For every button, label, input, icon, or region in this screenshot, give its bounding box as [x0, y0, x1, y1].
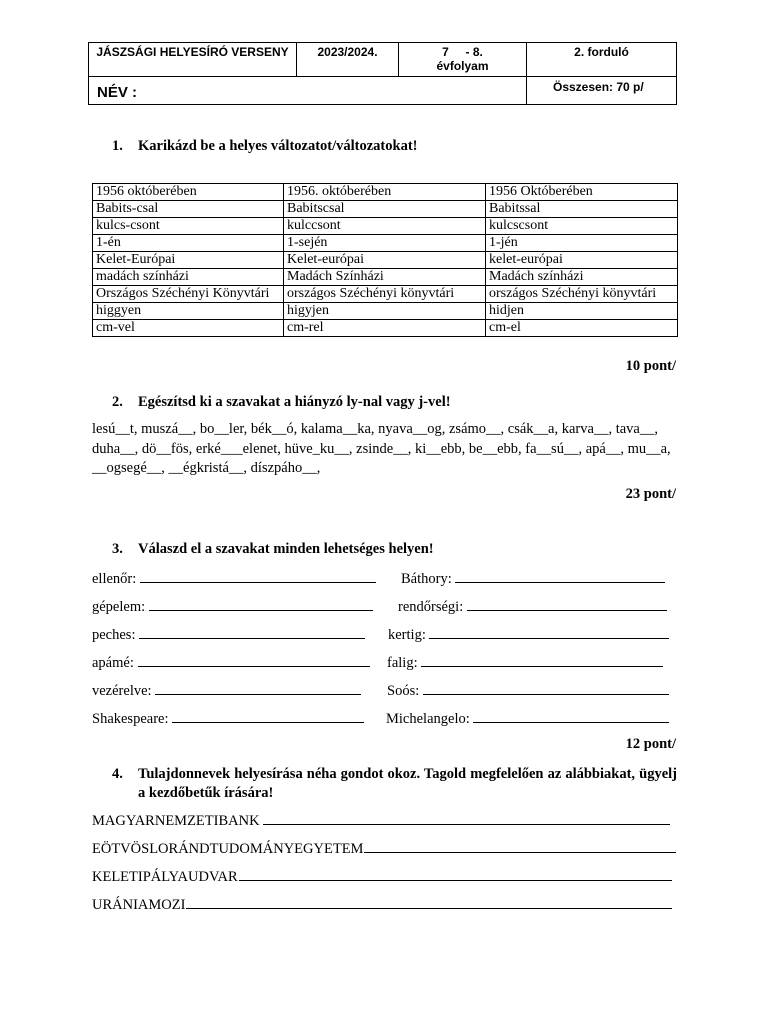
word-label [398, 597, 667, 616]
answer-blank[interactable] [140, 569, 376, 583]
task1-number: 1. [112, 138, 123, 154]
task2-points: 23 pont/ [625, 486, 676, 502]
proper-noun: MAGYARNEMZETIBANK [92, 813, 260, 829]
proper-noun: EÖTVÖSLORÁNDTUDOMÁNYEGYETEM [92, 841, 364, 857]
word-text: Báthory: [401, 571, 452, 587]
answer-blank[interactable] [467, 597, 667, 611]
total-points: Összesen: 70 p/ [527, 77, 677, 105]
answer-blank[interactable] [155, 681, 361, 695]
word-option[interactable]: higyjen [284, 303, 486, 320]
word-option[interactable]: kelet-európai [486, 252, 678, 269]
task2-number: 2. [112, 394, 123, 410]
answer-blank[interactable] [421, 653, 663, 667]
answer-blank[interactable] [455, 569, 665, 583]
answer-blank[interactable] [429, 625, 669, 639]
word-choice-row [93, 286, 678, 303]
segmentation-row [92, 839, 676, 858]
contest-title: JÁSZSÁGI HELYESÍRÓ VERSENY [89, 43, 297, 77]
word-label [401, 569, 665, 588]
task2-title [112, 394, 451, 411]
name-field[interactable]: NÉV : [89, 77, 527, 105]
task4-title [112, 765, 677, 803]
word-label [92, 709, 364, 728]
grade-line-1: 7 - 8. [442, 45, 483, 59]
word-text: kertig: [388, 627, 426, 643]
word-choice-row [93, 184, 678, 201]
task1-title [112, 138, 418, 155]
word-text: apámé: [92, 655, 134, 671]
segmentation-row [92, 867, 672, 886]
word-option[interactable]: Kelet-Európai [93, 252, 284, 269]
word-option[interactable]: Babitssal [486, 201, 678, 218]
word-text: peches: [92, 627, 136, 643]
word-choice-row [93, 303, 678, 320]
round: 2. forduló [527, 43, 677, 77]
segmentation-row [92, 895, 672, 914]
word-option[interactable]: Kelet-európai [284, 252, 486, 269]
proper-noun: KELETIPÁLYAUDVAR [92, 869, 238, 885]
word-text: Michelangelo: [386, 711, 470, 727]
task4-number: 4. [112, 766, 123, 782]
word-label [92, 681, 361, 700]
word-label [92, 569, 376, 588]
segmentation-row [92, 811, 672, 830]
task3-number: 3. [112, 541, 123, 557]
word-label [387, 653, 663, 672]
task1-points: 10 pont/ [625, 358, 676, 374]
word-label [92, 653, 370, 672]
word-option[interactable]: országos Széchényi könyvtári [284, 286, 486, 303]
answer-blank[interactable] [473, 709, 669, 723]
word-option[interactable]: cm-vel [93, 320, 284, 337]
word-choice-row [93, 218, 678, 235]
word-text: Shakespeare: [92, 711, 169, 727]
word-text: rendőrségi: [398, 599, 464, 615]
word-text: gépelem: [92, 599, 146, 615]
word-option[interactable]: kulcscsont [486, 218, 678, 235]
task3-text: Válaszd el a szavakat minden lehetséges helyen! [138, 541, 434, 557]
task3-points: 12 pont/ [625, 736, 676, 752]
school-year: 2023/2024. [297, 43, 399, 77]
answer-blank[interactable] [149, 597, 373, 611]
word-option[interactable]: hidjen [486, 303, 678, 320]
answer-blank[interactable] [423, 681, 669, 695]
word-choice-table [92, 183, 678, 337]
grade [399, 43, 527, 77]
answer-blank[interactable] [239, 867, 672, 881]
answer-blank[interactable] [138, 653, 370, 667]
grade-line-2: évfolyam [436, 59, 489, 73]
word-option[interactable]: 1-sején [284, 235, 486, 252]
word-choice-row [93, 252, 678, 269]
word-option[interactable]: 1956 októberében [93, 184, 284, 201]
word-option[interactable]: cm-rel [284, 320, 486, 337]
proper-noun: URÁNIAMOZI [92, 897, 186, 913]
task4-text: Tulajdonnevek helyesírása néha gondot okoz. Tagold megfelelően az alábbiakat, ügyelj a kezdőbetűk írására! [138, 766, 677, 801]
word-option[interactable]: cm-el [486, 320, 678, 337]
word-option[interactable]: 1-én [93, 235, 284, 252]
word-option[interactable]: 1-jén [486, 235, 678, 252]
word-label [387, 681, 669, 700]
word-text: vezérelve: [92, 683, 152, 699]
word-choice-row [93, 269, 678, 286]
word-choice-row [93, 235, 678, 252]
word-label [92, 625, 365, 644]
answer-blank[interactable] [263, 811, 670, 825]
word-option[interactable]: madách színházi [93, 269, 284, 286]
task2-text: Egészítsd ki a szavakat a hiányzó ly-nal vagy j-vel! [138, 394, 451, 410]
answer-blank[interactable] [186, 895, 672, 909]
word-option[interactable]: kulcs-csont [93, 218, 284, 235]
task3-title [112, 541, 434, 558]
word-option[interactable]: higgyen [93, 303, 284, 320]
answer-blank[interactable] [139, 625, 365, 639]
word-text: ellenőr: [92, 571, 137, 587]
answer-blank[interactable] [172, 709, 364, 723]
word-option[interactable]: Madách színházi [486, 269, 678, 286]
word-option[interactable]: Országos Széchényi Könyvtári [93, 286, 284, 303]
answer-blank[interactable] [364, 839, 676, 853]
word-option[interactable]: Babits-csal [93, 201, 284, 218]
word-option[interactable]: kulccsont [284, 218, 486, 235]
word-option[interactable]: 1956. októberében [284, 184, 486, 201]
word-option[interactable]: 1956 Októberében [486, 184, 678, 201]
word-option[interactable]: Madách Színházi [284, 269, 486, 286]
word-choice-row [93, 201, 678, 218]
word-choice-row [93, 320, 678, 337]
word-option[interactable]: Babitscsal [284, 201, 486, 218]
word-label [388, 625, 669, 644]
header-table [88, 42, 677, 105]
task1-text: Karikázd be a helyes változatot/változatokat! [138, 138, 418, 154]
word-text: Soós: [387, 683, 420, 699]
word-label [92, 597, 373, 616]
word-option[interactable]: országos Széchényi könyvtári [486, 286, 678, 303]
word-label [386, 709, 669, 728]
task2-words: lesú__t, muszá__, bo__ler, bék__ó, kalama__ka, nyava__og, zsámo__, csák__a, karva__, tava__, duha__, dö__fös, erké___elenet, hüve_ku__, zsinde__, ki__ebb, be__ebb, fa__sú__, apá__, mu__a, __ogsegé__, __égkristá__, díszpáho__, [92, 421, 671, 476]
word-text: falig: [387, 655, 418, 671]
